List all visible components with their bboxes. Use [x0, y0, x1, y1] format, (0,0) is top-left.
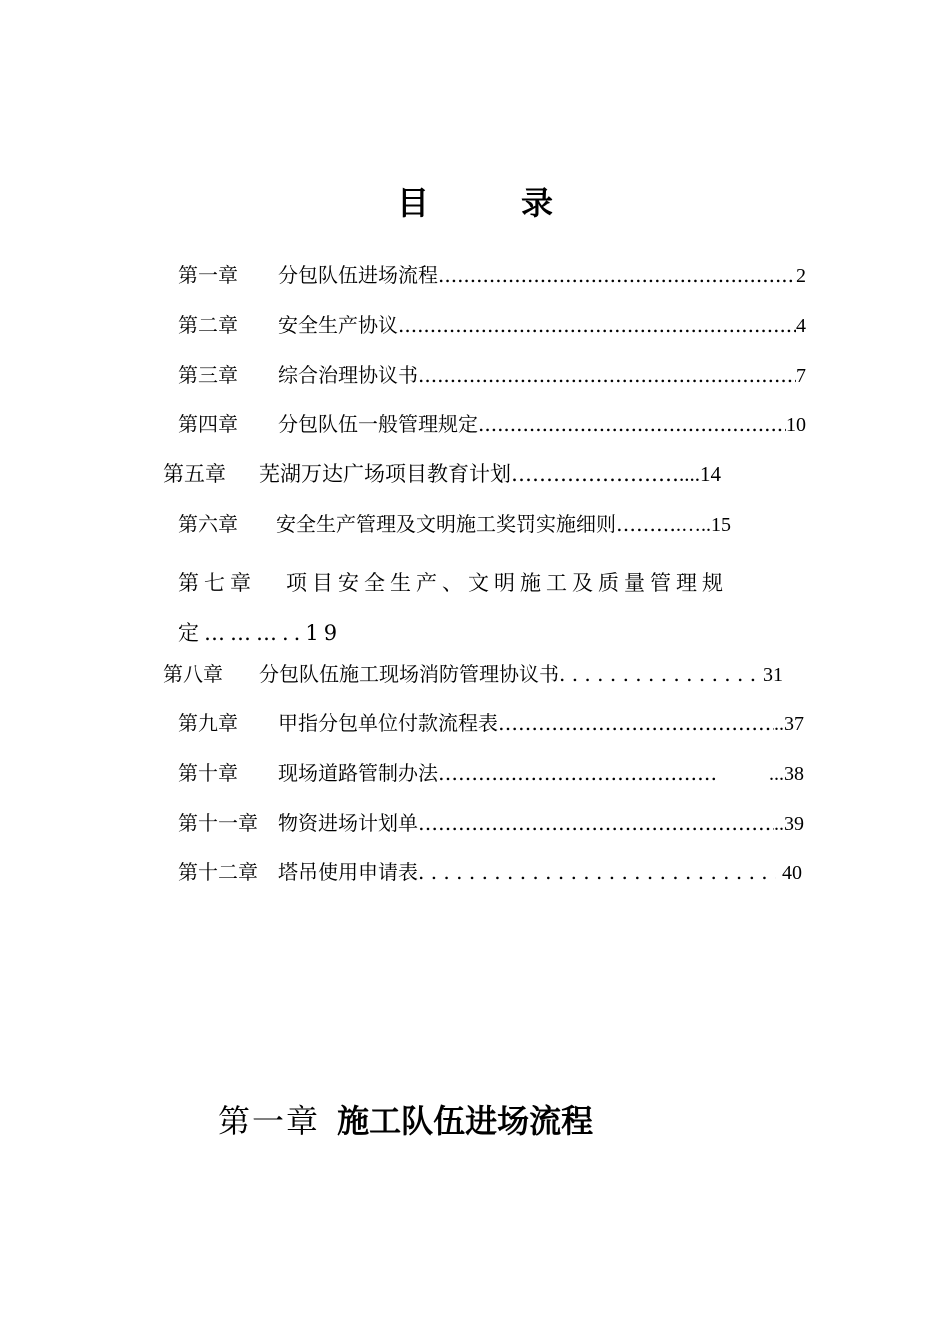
toc-entry-title: 安全生产管理及文明施工奖罚实施细则	[276, 512, 616, 536]
toc-page-number: 4	[796, 315, 806, 337]
toc-chapter: 第四章	[178, 412, 238, 436]
toc-leader-dots	[418, 857, 776, 887]
toc-page-number: 31	[763, 664, 783, 686]
toc-page-number: 2	[796, 265, 806, 287]
toc-entry-title: 分包队伍施工现场消防管理协议书	[259, 662, 559, 686]
toc-leader-dots	[418, 360, 796, 390]
toc-chapter: 第一章	[178, 263, 238, 287]
toc-chapter: 第六章	[178, 512, 238, 536]
chapter-heading	[218, 1096, 593, 1142]
toc-page-number: 40	[782, 862, 802, 884]
toc-chapter: 第七章	[178, 571, 256, 595]
toc-chapter: 第十一章	[178, 811, 258, 835]
toc-leader-dots	[398, 310, 796, 340]
toc-entry-title: 综合治理协议书	[278, 363, 418, 387]
toc-entry	[163, 659, 783, 689]
toc-entry	[178, 360, 806, 390]
toc-chapter: 第八章	[163, 662, 223, 686]
toc-chapter: 第五章	[163, 462, 226, 486]
toc-leader-dots: ………...…………………………	[438, 761, 718, 785]
toc-chapter: 第二章	[178, 313, 238, 337]
toc-page-number: ..39	[774, 813, 804, 835]
toc-page-number: 7	[796, 365, 806, 387]
toc-page-number: .…..15	[676, 514, 731, 536]
toc-entry-title: 芜湖万达广场项目教育计划	[259, 462, 511, 486]
toc-title: 目 录	[396, 184, 583, 222]
toc-entry	[178, 409, 806, 439]
toc-entry-title: 塔吊使用申请表	[278, 860, 418, 884]
toc-entry	[178, 758, 804, 788]
toc-chapter: 第十章	[178, 761, 238, 785]
toc-entry-title: 分包队伍进场流程	[278, 263, 438, 287]
toc-leader-dots	[559, 659, 757, 689]
chapter-heading-title: 施工队伍进场流程	[337, 1102, 594, 1140]
toc-entry	[163, 459, 795, 489]
toc-entry-title: 分包队伍一般管理规定	[278, 412, 478, 436]
toc-page-number: ...38	[769, 763, 804, 785]
toc-entry-title: 甲指分包单位付款流程表	[278, 711, 498, 735]
toc-entry	[178, 260, 806, 290]
toc-entry-title: 物资进场计划单	[278, 811, 418, 835]
chapter-heading-label: 第一章	[218, 1102, 321, 1140]
toc-leader-dots	[478, 409, 786, 439]
toc-page-number: ....14	[679, 462, 721, 486]
toc-chapter: 第三章	[178, 363, 238, 387]
toc-leader-dots: ………	[616, 512, 676, 536]
toc-entry-title: 现场道路管制办法	[278, 761, 438, 785]
toc-chapter: 第九章	[178, 711, 238, 735]
toc-page-number: 10	[786, 414, 806, 436]
toc-entry	[178, 808, 804, 838]
toc-leader-dots: ……………………	[511, 462, 679, 486]
toc-entry	[178, 857, 802, 887]
toc-entry	[178, 310, 806, 340]
toc-leader-dots	[498, 708, 774, 738]
toc-leader-dots	[438, 260, 796, 290]
toc-entry	[178, 509, 808, 539]
toc-chapter: 第十二章	[178, 860, 258, 884]
toc-leader-dots	[418, 808, 774, 838]
toc-entry	[178, 558, 808, 658]
toc-entry	[178, 708, 804, 738]
toc-entry-title: 项目安全生产、文明施工及质量管理规定………..19	[178, 571, 728, 645]
toc-page-number: ..37	[774, 713, 804, 735]
toc-entry-title: 安全生产协议	[278, 313, 398, 337]
